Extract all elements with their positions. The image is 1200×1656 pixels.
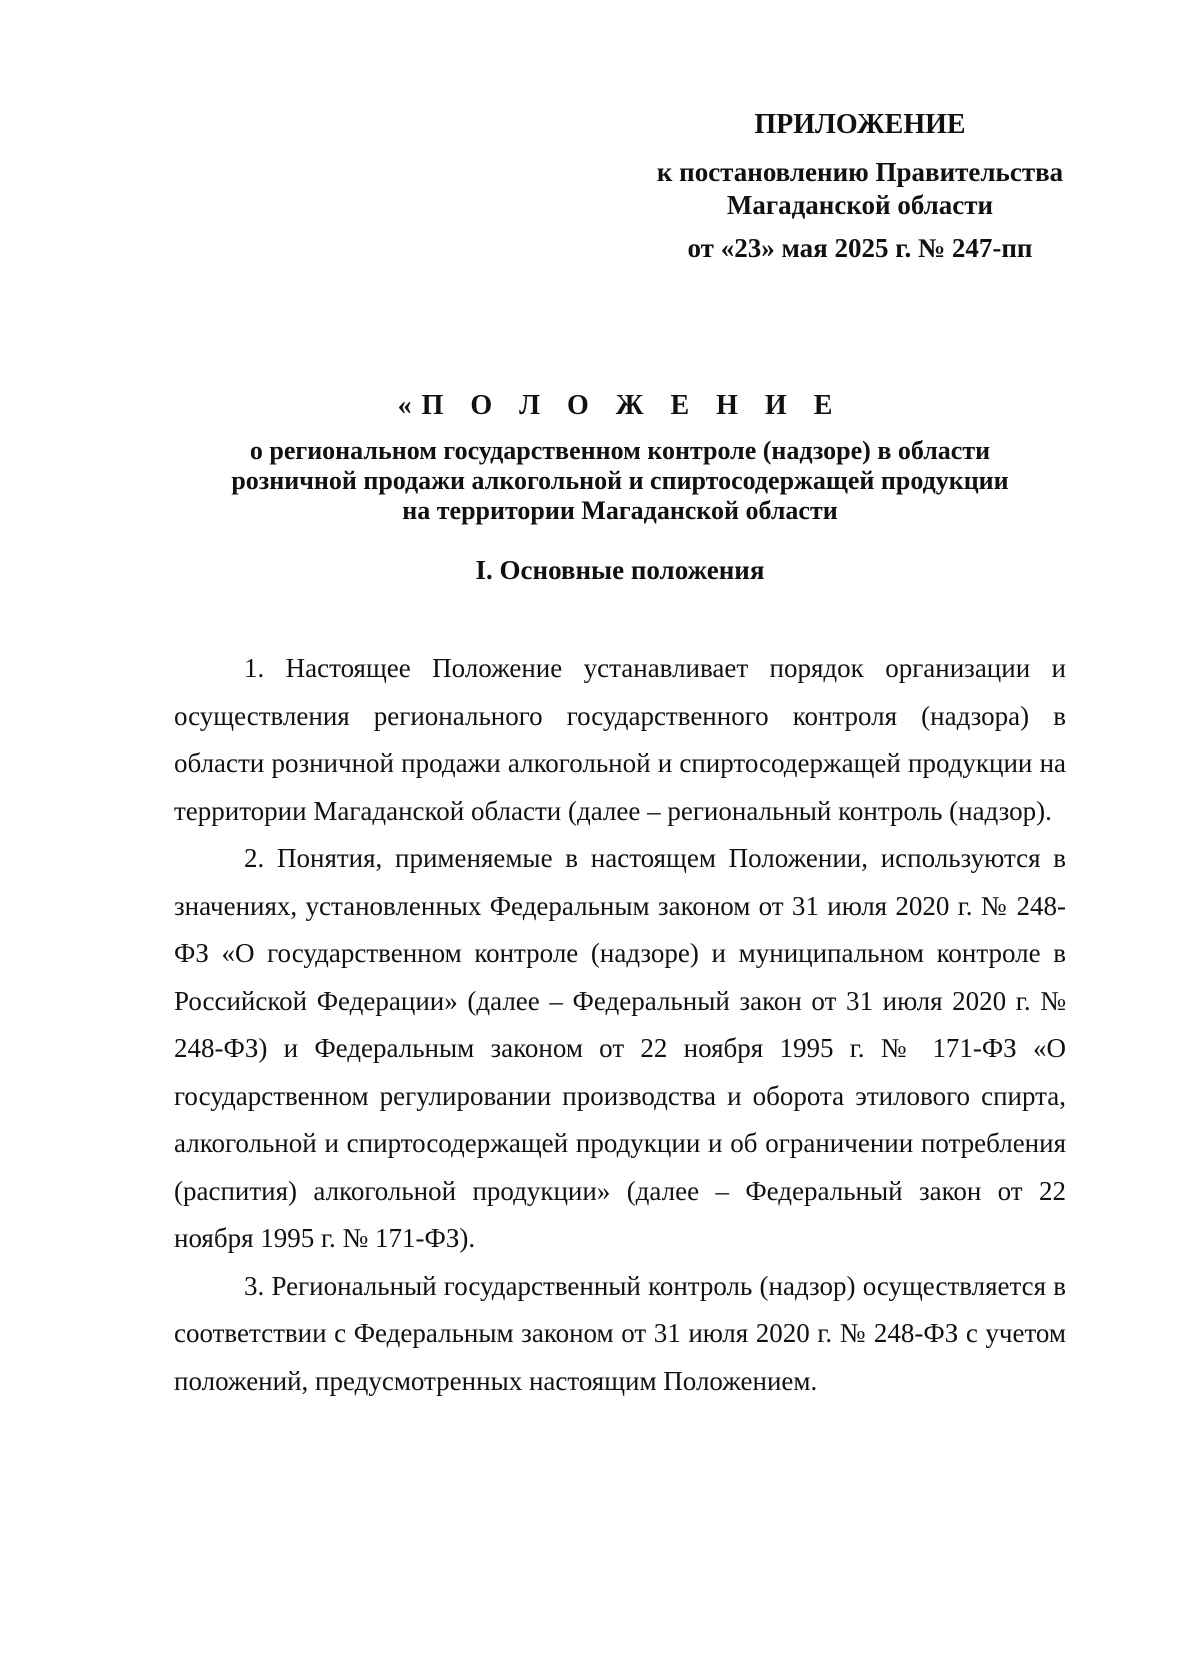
paragraph-1: 1. Настоящее Положение устанавливает порядок организации и осуществления регионального государственного контроля (надзора) в области розничной продажи алкогольной и спиртосодержащей продукции на территории Магаданской области (далее – региональный контроль (надзор). [174, 653, 1066, 826]
document-title: «П О Л О Ж Е Н И Е [397, 390, 843, 421]
document-subtitle-line-1: о региональном государственном контроле (надзоре) в области [249, 436, 991, 465]
document-body [174, 645, 1066, 1405]
appendix-header [640, 108, 1080, 265]
document-subtitle-line-2: розничной продажи алкогольной и спиртосодержащей продукции [231, 466, 1009, 495]
section-heading: I. Основные положения [475, 555, 765, 585]
paragraph-3: 3. Региональный государственный контроль (надзор) осуществляется в соответствии с Федеральным законом от 31 июля 2020 г. № 248-ФЗ с учетом положений, предусмотренных настоящим Положением. [174, 1270, 1066, 1396]
appendix-to-line-2: Магаданской области [726, 190, 994, 220]
appendix-to-line-1: к постановлению Правительства [656, 157, 1064, 187]
document-title-block [150, 388, 1090, 526]
paragraph-2: 2. Понятия, применяемые в настоящем Положении, используются в значениях, установленных Федеральным законом от 31 июля 2020 г. № 248-ФЗ «О государственном контроле (надзоре) и муниципальном контроле в Российской Федерации» (далее – Федеральный закон от 31 июля 2020 г. № 248-ФЗ) и Федеральным законом от 22 ноября 1995 г. № 171-ФЗ «О государственном регулировании производства и оборота этилового спирта, алкогольной и спиртосодержащей продукции и об ограничении потребления (распития) алкогольной продукции» (далее – Федеральный закон от 22 ноября 1995 г. № 171-ФЗ). [174, 843, 1066, 1253]
appendix-date-number: от «23» мая 2025 г. № 247-пп [687, 233, 1033, 263]
appendix-title: ПРИЛОЖЕНИЕ [754, 109, 966, 140]
document-subtitle-line-3: на территории Магаданской области [402, 496, 838, 525]
